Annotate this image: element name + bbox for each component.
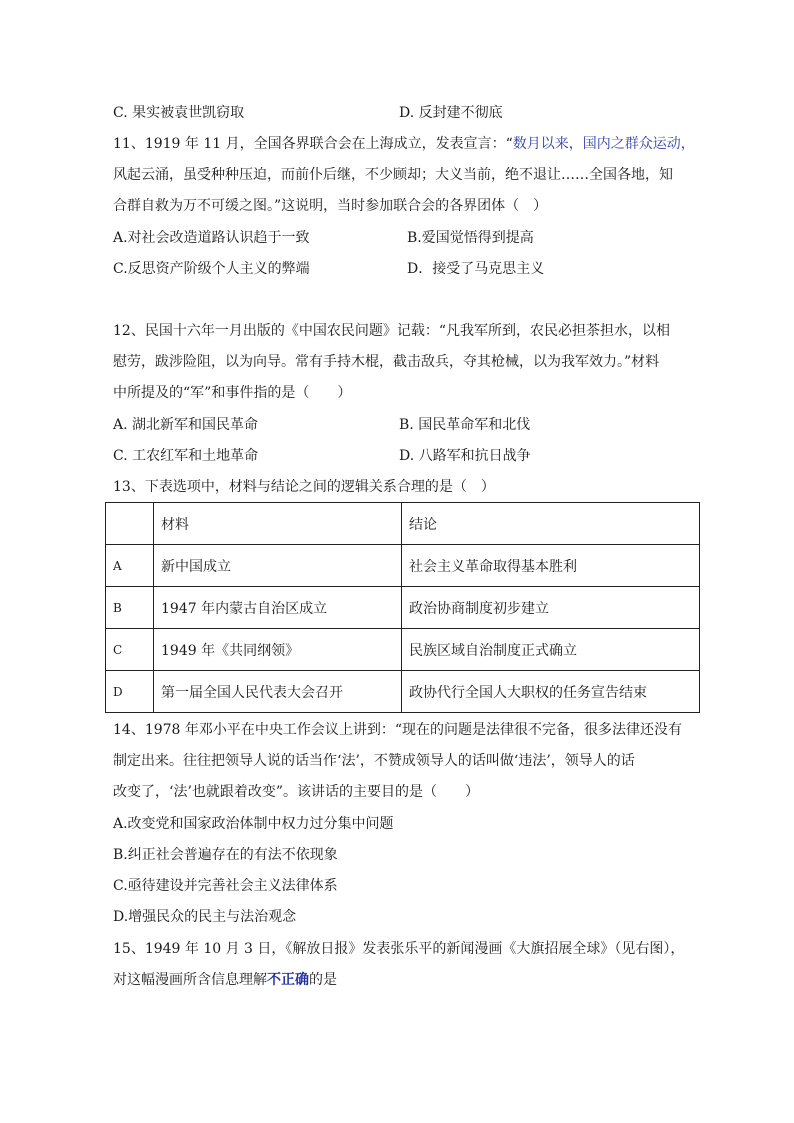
table-cell-conclusion: 社会主义革命取得基本胜利 xyxy=(402,545,700,587)
table-cell-label: B xyxy=(106,587,154,629)
q14-option-d: D.增强民众的民主与法治观念 xyxy=(113,909,297,925)
q14-option-c: C.亟待建设并完善社会主义法律体系 xyxy=(113,878,338,894)
q13-stem: 13、下表选项中，材料与结论之间的逻辑关系合理的是（ ） xyxy=(113,479,495,495)
q11-option-c: C.反思资产阶级个人主义的弊端 xyxy=(113,261,310,277)
table-cell-material: 1949 年《共同纲领》 xyxy=(154,629,402,671)
q10-option-d: D. 反封建不彻底 xyxy=(399,105,503,121)
table-row xyxy=(106,671,700,713)
q15-stem-line2 xyxy=(113,970,337,990)
table-cell-conclusion: 政治协商制度初步建立 xyxy=(402,587,700,629)
table-cell-conclusion: 民族区域自治制度正式确立 xyxy=(402,629,700,671)
q11-quote: 数月以来，国内之群众运动， xyxy=(512,136,695,152)
q15-stem-line1: 15、1949 年 10 月 3 日，《解放日报》发表张乐平的新闻漫画《大旗招展全球》（见右图）， xyxy=(113,941,685,957)
q11-stem-prefix: 11、1919 年 11 月，全国各界联合会在上海成立，发表宣言：“ xyxy=(113,136,513,152)
table-cell-material: 新中国成立 xyxy=(154,545,402,587)
table-header-cell: 材料 xyxy=(154,503,402,545)
q12-stem-line3: 中所提及的“军”和事件指的是（ ） xyxy=(113,385,352,401)
q11-option-a: A.对社会改造道路认识趋于一致 xyxy=(113,230,310,246)
q11-option-d: D．接受了马克思主义 xyxy=(407,261,545,277)
q15-emphasis: 不正确 xyxy=(267,972,309,988)
q10-option-c: C. 果实被袁世凯窃取 xyxy=(113,105,245,121)
q14-stem-line1: 14、1978 年邓小平在中央工作会议上讲到：“现在的问题是法律很不完备，很多法律还没有 xyxy=(113,722,683,738)
table-row xyxy=(106,587,700,629)
q12-stem-line2: 慰劳，跋涉险阻，以为向导。常有手持木棍，截击敌兵，夺其枪械，以为我军效力。”材料 xyxy=(113,354,660,370)
table-cell-conclusion: 政协代行全国人大职权的任务宣告结束 xyxy=(402,671,700,713)
table-header-cell xyxy=(106,503,154,545)
table-header-row xyxy=(106,503,700,545)
q14-stem-line3: 改变了，‘法’也就跟着改变”。该讲话的主要目的是（ ） xyxy=(113,784,480,800)
q11-stem-line2: 风起云涌，虽受种种压迫，而前仆后继，不少顾却；大义当前，绝不退让……全国各地，知 xyxy=(113,167,673,183)
table-header-cell: 结论 xyxy=(402,503,700,545)
q15-stem-suffix: 的是 xyxy=(309,972,337,988)
q11-stem-line1 xyxy=(113,134,695,154)
q14-stem-line2: 制定出来。往往把领导人说的话当作‘法’，不赞成领导人的话叫做‘违法’，领导人的话 xyxy=(113,753,635,769)
q12-stem-line1: 12、民国十六年一月出版的《中国农民问题》记载：“凡我军所到，农民必担茶担水，以相 xyxy=(113,323,670,339)
q12-option-a: A. 湖北新军和国民革命 xyxy=(113,417,259,433)
table-cell-material: 第一届全国人民代表大会召开 xyxy=(154,671,402,713)
q14-option-b: B.纠正社会普遍存在的有法不依现象 xyxy=(113,847,338,863)
q13-table xyxy=(105,502,700,713)
table-row xyxy=(106,545,700,587)
table-cell-label: A xyxy=(106,545,154,587)
q11-option-b: B.爱国觉悟得到提高 xyxy=(407,230,534,246)
q11-stem-line3: 合群自救为万不可缓之图。”这说明，当时参加联合会的各界团体（ ） xyxy=(113,198,548,214)
q15-stem-prefix: 对这幅漫画所含信息理解 xyxy=(113,972,267,988)
table-row xyxy=(106,629,700,671)
q12-option-b: B. 国民革命军和北伐 xyxy=(399,417,531,433)
table-cell-material: 1947 年内蒙古自治区成立 xyxy=(154,587,402,629)
q14-option-a: A.改变党和国家政治体制中权力过分集中问题 xyxy=(113,816,394,832)
table-cell-label: C xyxy=(106,629,154,671)
q12-option-d: D. 八路军和抗日战争 xyxy=(399,448,531,464)
table-cell-label: D xyxy=(106,671,154,713)
q12-option-c: C. 工农红军和土地革命 xyxy=(113,448,259,464)
